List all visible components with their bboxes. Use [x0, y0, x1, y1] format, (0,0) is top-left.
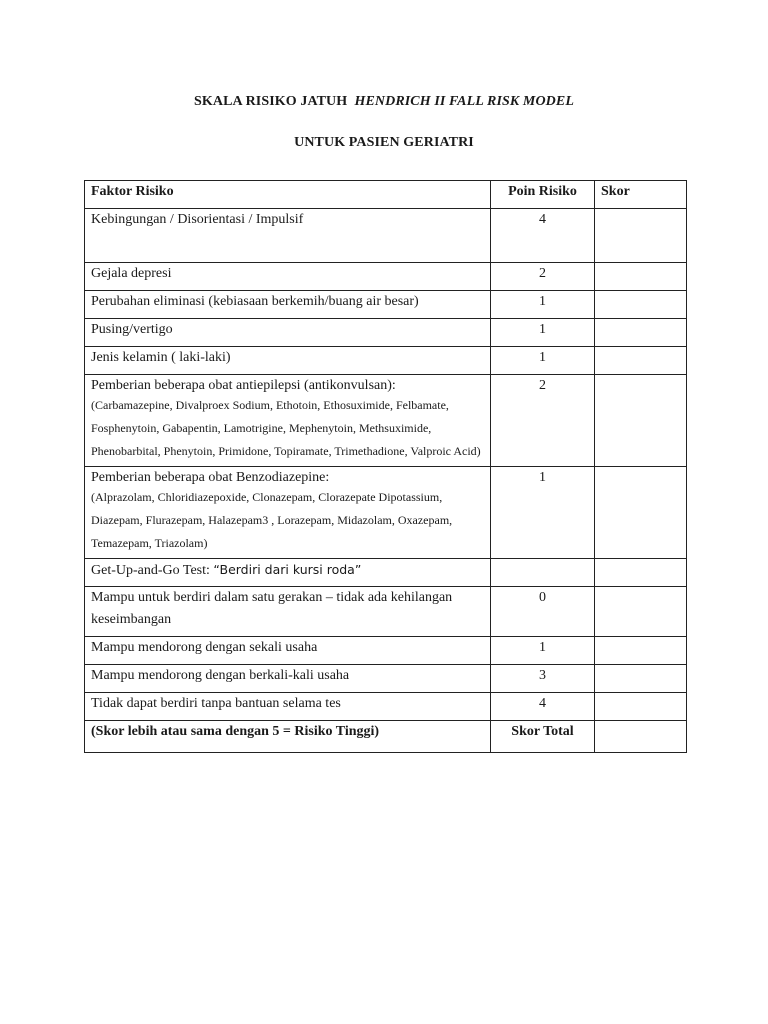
- total-score-label: Skor Total: [491, 721, 595, 753]
- header-score: Skor: [595, 181, 687, 209]
- score-cell[interactable]: [595, 319, 687, 347]
- factor-cell: [85, 467, 491, 559]
- table-row: [85, 587, 687, 637]
- table-row: [85, 347, 687, 375]
- table-row: [85, 291, 687, 319]
- factor-cell: Kebingungan / Disorientasi / Impulsif: [85, 209, 491, 263]
- factor-title: Pemberian beberapa obat Benzodiazepine:: [91, 470, 330, 485]
- document-subtitle: UNTUK PASIEN GERIATRI: [294, 135, 474, 150]
- table-row: [85, 375, 687, 467]
- table-row: [85, 319, 687, 347]
- score-cell[interactable]: [595, 693, 687, 721]
- factor-cell: Mampu mendorong dengan berkali-kali usaha: [85, 665, 491, 693]
- table-row: [85, 637, 687, 665]
- factor-cell: Pusing/vertigo: [85, 319, 491, 347]
- points-cell: 4: [491, 209, 595, 263]
- total-row: [85, 721, 687, 753]
- score-cell[interactable]: [595, 375, 687, 467]
- high-risk-note: (Skor lebih atau sama dengan 5 = Risiko Tinggi): [85, 721, 491, 753]
- drug-list: (Carbamazepine, Divalproex Sodium, Ethotoin, Ethosuximide, Felbamate, Fosphenytoin, Gabapentin, Lamotrigine, Mephenytoin, Methsuximide, Phenobarbital, Phenytoin, Primidone, Topiramate, Trimethadione, Valproic Acid): [91, 398, 481, 458]
- table-row: [85, 467, 687, 559]
- risk-scale-table: [84, 180, 687, 753]
- table-row: [85, 559, 687, 587]
- test-name: Get-Up-and-Go Test:: [91, 563, 214, 578]
- points-cell: 1: [491, 347, 595, 375]
- table-row: [85, 693, 687, 721]
- score-cell[interactable]: [595, 263, 687, 291]
- points-cell: 2: [491, 375, 595, 467]
- points-cell: [491, 559, 595, 587]
- points-cell: 4: [491, 693, 595, 721]
- factor-line-1: Mampu untuk berdiri dalam satu gerakan – tidak ada kehilangan: [91, 590, 453, 605]
- points-cell: 1: [491, 291, 595, 319]
- factor-cell: [85, 375, 491, 467]
- header-risk-points: Poin Risiko: [491, 181, 595, 209]
- score-cell[interactable]: [595, 347, 687, 375]
- score-cell[interactable]: [595, 559, 687, 587]
- points-cell: 0: [491, 587, 595, 637]
- factor-cell: [85, 587, 491, 637]
- points-cell: 1: [491, 467, 595, 559]
- score-cell[interactable]: [595, 209, 687, 263]
- title-main: SKALA RISIKO JATUH: [194, 94, 348, 109]
- drug-list: (Alprazolam, Chloridiazepoxide, Clonazepam, Clorazepate Dipotassium, Diazepam, Flurazepam, Halazepam3 , Lorazepam, Midazolam, Oxazepam, Temazepam, Triazolam): [91, 490, 453, 550]
- score-cell[interactable]: [595, 665, 687, 693]
- points-cell: 2: [491, 263, 595, 291]
- table-row: [85, 209, 687, 263]
- factor-cell: Perubahan eliminasi (kebiasaan berkemih/buang air besar): [85, 291, 491, 319]
- points-cell: 3: [491, 665, 595, 693]
- header-risk-factor: Faktor Risiko: [85, 181, 491, 209]
- score-cell[interactable]: [595, 637, 687, 665]
- document-title: [0, 94, 768, 110]
- factor-cell: Mampu mendorong dengan sekali usaha: [85, 637, 491, 665]
- factor-line-2: keseimbangan: [91, 612, 172, 627]
- factor-cell: Jenis kelamin ( laki-laki): [85, 347, 491, 375]
- score-cell[interactable]: [595, 467, 687, 559]
- table-row: [85, 263, 687, 291]
- table-header-row: [85, 181, 687, 209]
- factor-cell: Tidak dapat berdiri tanpa bantuan selama tes: [85, 693, 491, 721]
- factor-cell: Gejala depresi: [85, 263, 491, 291]
- test-instruction: “Berdiri dari kursi roda”: [213, 562, 362, 577]
- score-cell[interactable]: [595, 587, 687, 637]
- factor-title: Pemberian beberapa obat antiepilepsi (antikonvulsan):: [91, 378, 396, 393]
- score-cell[interactable]: [595, 291, 687, 319]
- points-cell: 1: [491, 319, 595, 347]
- title-model-name: HENDRICH II FALL RISK MODEL: [354, 94, 574, 109]
- total-score-cell[interactable]: [595, 721, 687, 753]
- factor-cell: [85, 559, 491, 587]
- table-row: [85, 665, 687, 693]
- points-cell: 1: [491, 637, 595, 665]
